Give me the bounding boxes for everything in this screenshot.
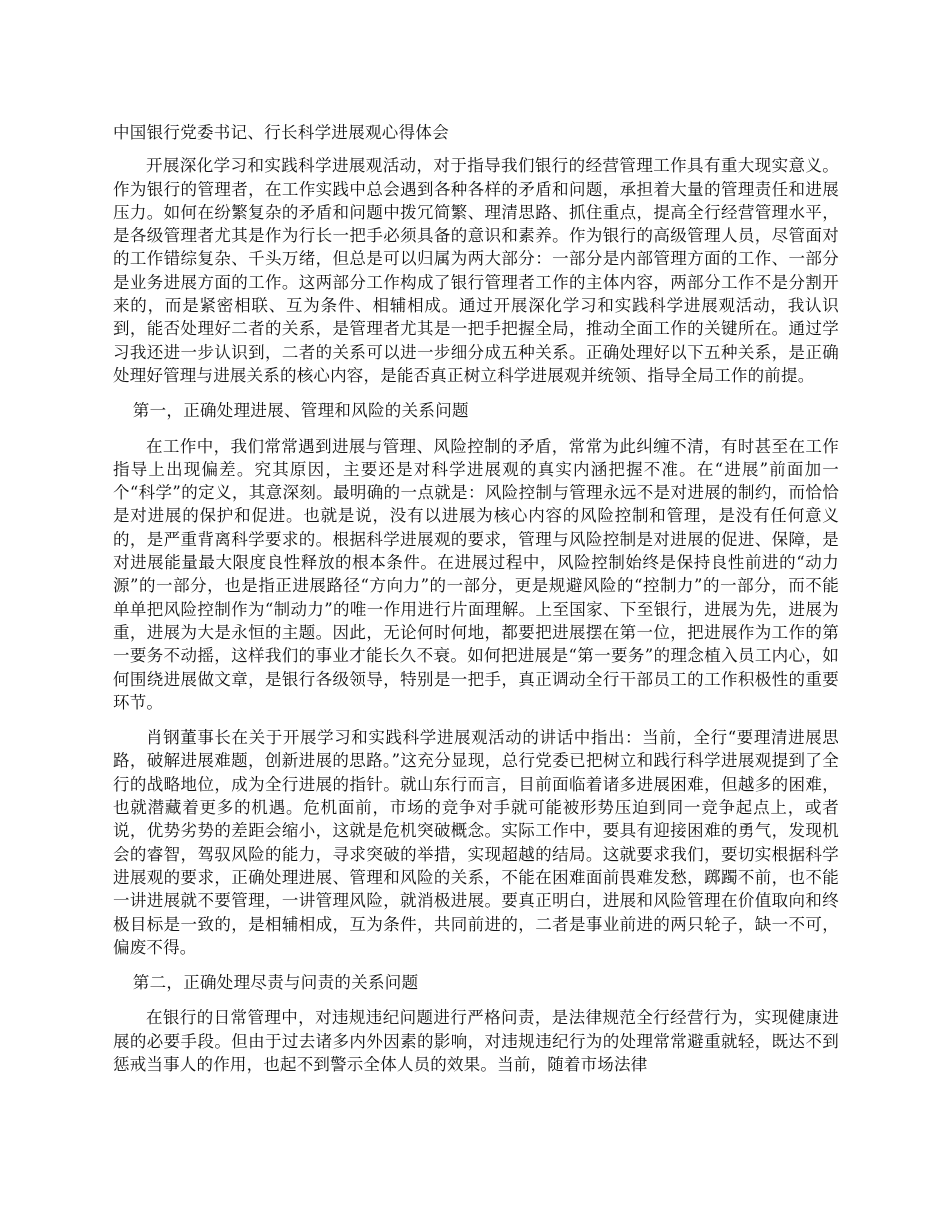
intro-paragraph: 开展深化学习和实践科学进展观活动，对于指导我们银行的经营管理工作具有重大现实意义。作为银行的管理者，在工作实践中总会遇到各种各样的矛盾和问题，承担着大量的管理责任和进展压力。如何在纷繁复杂的矛盾和问题中拨冗简繁、理清思路、抓住重点，提高全行经营管理水平，是各级管理者尤其是作为行长一把手必须具备的意识和素养。作为银行的高级管理人员，尽管面对的工作错综复杂、千头万绪，但总是可以归属为两大部分：一部分是内部管理方面的工作、一部分是业务进展方面的工作。这两部分工作构成了银行管理者工作的主体内容，两部分工作不是分割开来的，而是紧密相联、互为条件、相辅相成。通过开展深化学习和实践科学进展观活动，我认识到，能否处理好二者的关系，是管理者尤其是一把手把握全局，推动全面工作的关键所在。通过学习我还进一步认识到，二者的关系可以进一步细分成五种关系。正确处理好以下五种关系，是正确处理好管理与进展关系的核心内容，是能否真正树立科学进展观并统领、指导全局工作的前提。 [113, 156, 839, 385]
section-1-paragraph-2: 肖钢董事长在关于开展学习和实践科学进展观活动的讲话中指出：当前，全行“要理清进展思路，破解进展难题，创新进展的思路。”这充分显现，总行党委已把树立和践行科学进展观提到了全行的战略地位，成为全行进展的指针。就山东行而言，目前面临着诸多进展困难，但越多的困难，也就潜藏着更多的机遇。危机面前，市场的竞争对手就可能被形势压迫到同一竞争起点上，或者说，优势劣势的差距会缩小，这就是危机突破概念。实际工作中，要具有迎接困难的勇气，发现机会的睿智，驾驭风险的能力，寻求突破的举措，实现超越的结局。这就要求我们，要切实根据科学进展观的要求，正确处理进展、管理和风险的关系，不能在困难面前畏难发愁，踯躅不前，也不能一讲进展就不要管理，一讲管理风险，就消极进展。要真正明白，进展和风险管理在价值取向和终极目标是一致的，是相辅相成，互为条件，共同前进的，二者是事业前进的两只轮子，缺一不可，偏废不得。 [113, 728, 839, 957]
document-page [113, 121, 839, 1088]
section-2-paragraph-1: 在银行的日常管理中，对违规违纪问题进行严格问责，是法律规范全行经营行为，实现健康进展的必要手段。但由于过去诸多内外因素的影响，对违规违纪行为的处理常常避重就轻，既达不到惩戒当事人的作用，也起不到警示全体人员的效果。当前，随着市场法律 [113, 1008, 839, 1074]
document-title: 中国银行党委书记、行长科学进展观心得体会 [113, 123, 449, 142]
section-heading-1: 第一，正确处理进展、管理和风险的关系问题 [132, 401, 469, 421]
section-1-paragraph-1: 在工作中，我们常常遇到进展与管理、风险控制的矛盾，常常为此纠缠不清，有时甚至在工作指导上出现偏差。究其原因，主要还是对科学进展观的真实内涵把握不准。在“进展”前面加一个“科学”的定义，其意深刻。最明确的一点就是：风险控制与管理永远不是对进展的制约，而恰恰是对进展的保护和促进。也就是说，没有以进展为核心内容的风险控制和管理，是没有任何意义的，是严重背离科学要求的。根据科学进展观的要求，管理与风险控制是对进展的促进、保障，是对进展能量最大限度良性释放的根本条件。在进展过程中，风险控制始终是保持良性前进的“动力源”的一部分，也是指正进展路径“方向力”的一部分，更是规避风险的“控制力”的一部分，而不能单单把风险控制作为“制动力”的唯一作用进行片面理解。上至国家、下至银行，进展为先，进展为重，进展为大是永恒的主题。因此，无论何时何地，都要把进展摆在第一位，把进展作为工作的第一要务不动摇，这样我们的事业才能长久不衰。如何把进展是“第一要务”的理念植入员工内心，如何围绕进展做文章，是银行各级领导，特别是一把手，真正调动全行干部员工的工作积极性的重要环节。 [113, 436, 839, 712]
section-heading-2: 第二，正确处理尽责与问责的关系问题 [132, 973, 419, 993]
